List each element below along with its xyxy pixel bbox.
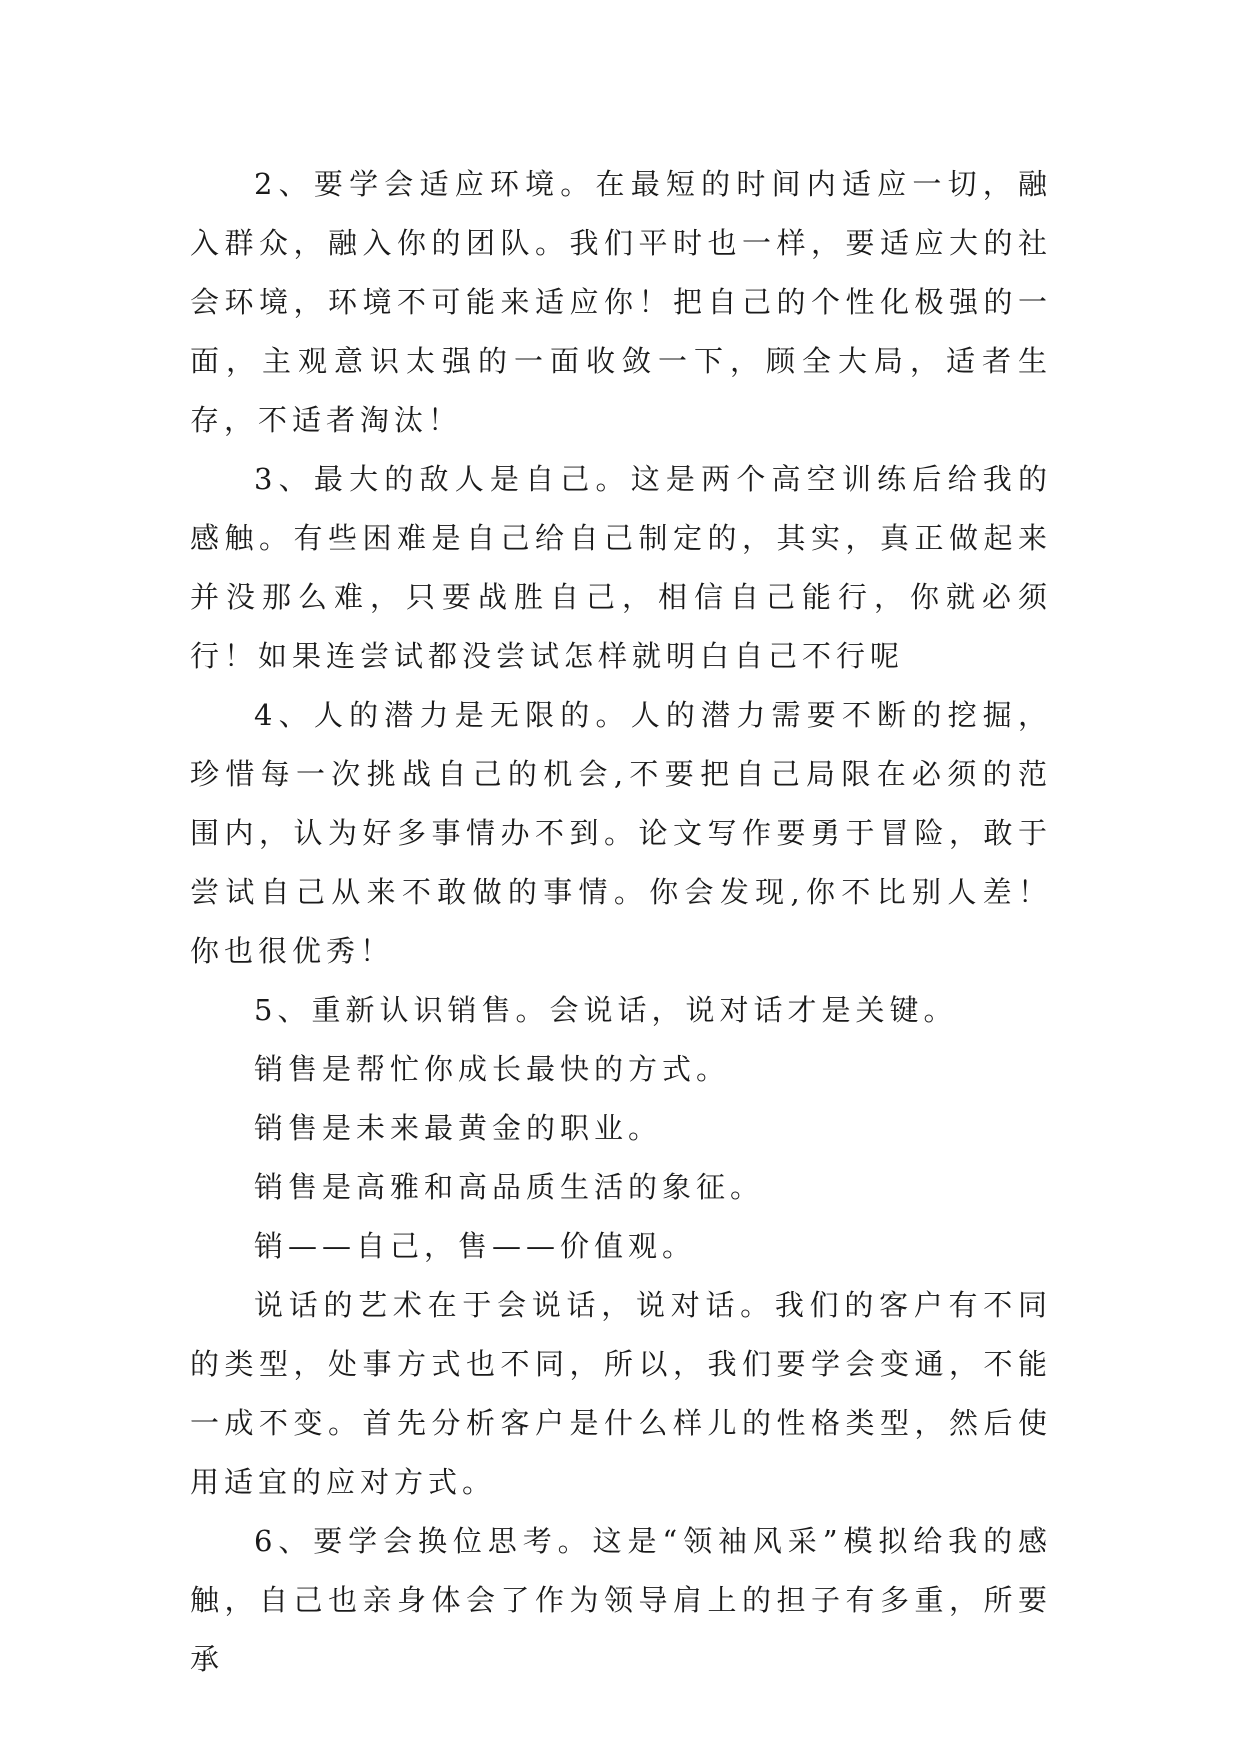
paragraph-art-of-speaking: 说话的艺术在于会说话，说对话。我们的客户有不同的类型，处事方式也不同，所以，我们要学会变通，不能一成不变。首先分析客户是什么样儿的性格类型，然后使用适宜的应对方式。	[190, 1288, 1052, 1499]
paragraph-rethink-sales: 5、重新认识销售。会说话，说对话才是关键。	[254, 993, 958, 1027]
paragraph-sales-career: 销售是未来最黄金的职业。	[254, 1111, 663, 1145]
paragraph-empathy: 6、要学会换位思考。这是“领袖风采”模拟给我的感触，自己也亲身体会了作为领导肩上的担子有多重，所要承	[190, 1524, 1052, 1676]
paragraph-unlimited-potential: 4、人的潜力是无限的。人的潜力需要不断的挖掘，珍惜每一次挑战自己的机会,不要把自己局限在必须的范围内，认为好多事情办不到。论文写作要勇于冒险，敢于尝试自己从来不敢做的事情。你会发现,你不比别人差！你也很优秀！	[190, 698, 1052, 968]
paragraph-adapt-environment: 2、要学会适应环境。在最短的时间内适应一切，融入群众，融入你的团队。我们平时也一样，要适应大的社会环境，环境不可能来适应你！把自己的个性化极强的一面，主观意识太强的一面收敛一下，顾全大局，适者生存，不适者淘汰！	[190, 167, 1052, 437]
paragraph-sales-definition: 销——自己，售——价值观。	[254, 1229, 697, 1263]
document-body	[190, 155, 1052, 1689]
paragraph-sales-quality: 销售是高雅和高品质生活的象征。	[254, 1170, 765, 1204]
paragraph-sales-growth: 销售是帮忙你成长最快的方式。	[254, 1052, 731, 1086]
paragraph-biggest-enemy: 3、最大的敌人是自己。这是两个高空训练后给我的感触。有些困难是自己给自己制定的，其实，真正做起来并没那么难，只要战胜自己，相信自己能行，你就必须行！如果连尝试都没尝试怎样就明白自己不行呢	[190, 462, 1052, 673]
